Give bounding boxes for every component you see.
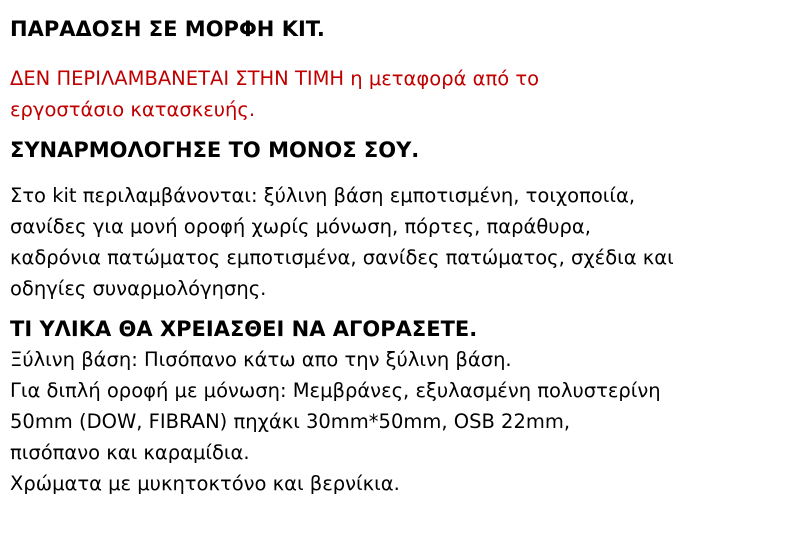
delivery-notice [10,63,790,125]
kit-contents-line: οδηγίες συναρμολόγησης. [10,277,267,300]
kit-contents-paragraph [10,180,790,304]
materials-heading: ΤΙ ΥΛΙΚΑ ΘΑ ΧΡΕΙΑΣΘΕΙ ΝΑ ΑΓΟΡΑΣΕΤΕ. [10,317,478,341]
materials-line: Ξύλινη βάση: Πισόπανο κάτω απο την ξύλινη βάση. [10,348,512,371]
delivery-notice-line: εργοστάσιο κατασκευής. [10,98,256,121]
document-page [10,14,790,499]
materials-line: Χρώματα με μυκητοκτόνο και βερνίκια. [10,472,400,495]
materials-line: πισόπανο και καραμίδια. [10,441,250,464]
kit-contents-line: Στο kit περιλαμβάνονται: ξύλινη βάση εμποτισμένη, τοιχοποιία, [10,184,636,207]
materials-line: 50mm (DOW, FIBRAN) πηχάκι 30mm*50mm, OSB 22mm, [10,410,571,433]
delivery-heading: ΠΑΡΑΔΟΣΗ ΣΕ ΜΟΡΦΗ KIT. [10,17,325,41]
spacer [10,44,790,63]
kit-contents-line: καδρόνια πατώματος εμποτισμένα, σανίδες πατώματος, σχέδια και [10,246,674,269]
spacer [10,304,790,314]
delivery-notice-line: ΔΕΝ ΠΕΡΙΛΑΜΒΑΝΕΤΑΙ ΣΤΗΝ ΤΙΜΗ η μεταφορά από το [10,67,540,90]
spacer [10,125,790,135]
materials-paragraph [10,344,790,499]
materials-line: Για διπλή οροφή με μόνωση: Μεμβράνες, εξυλασμένη πολυστερίνη [10,379,661,402]
spacer [10,165,790,180]
kit-contents-line: σανίδες για μονή οροφή χωρίς μόνωση, πόρτες, παράθυρα, [10,215,591,238]
assembly-heading: ΣΥΝΑΡΜΟΛΟΓΗΣΕ ΤΟ ΜΟΝΟΣ ΣΟΥ. [10,138,420,162]
